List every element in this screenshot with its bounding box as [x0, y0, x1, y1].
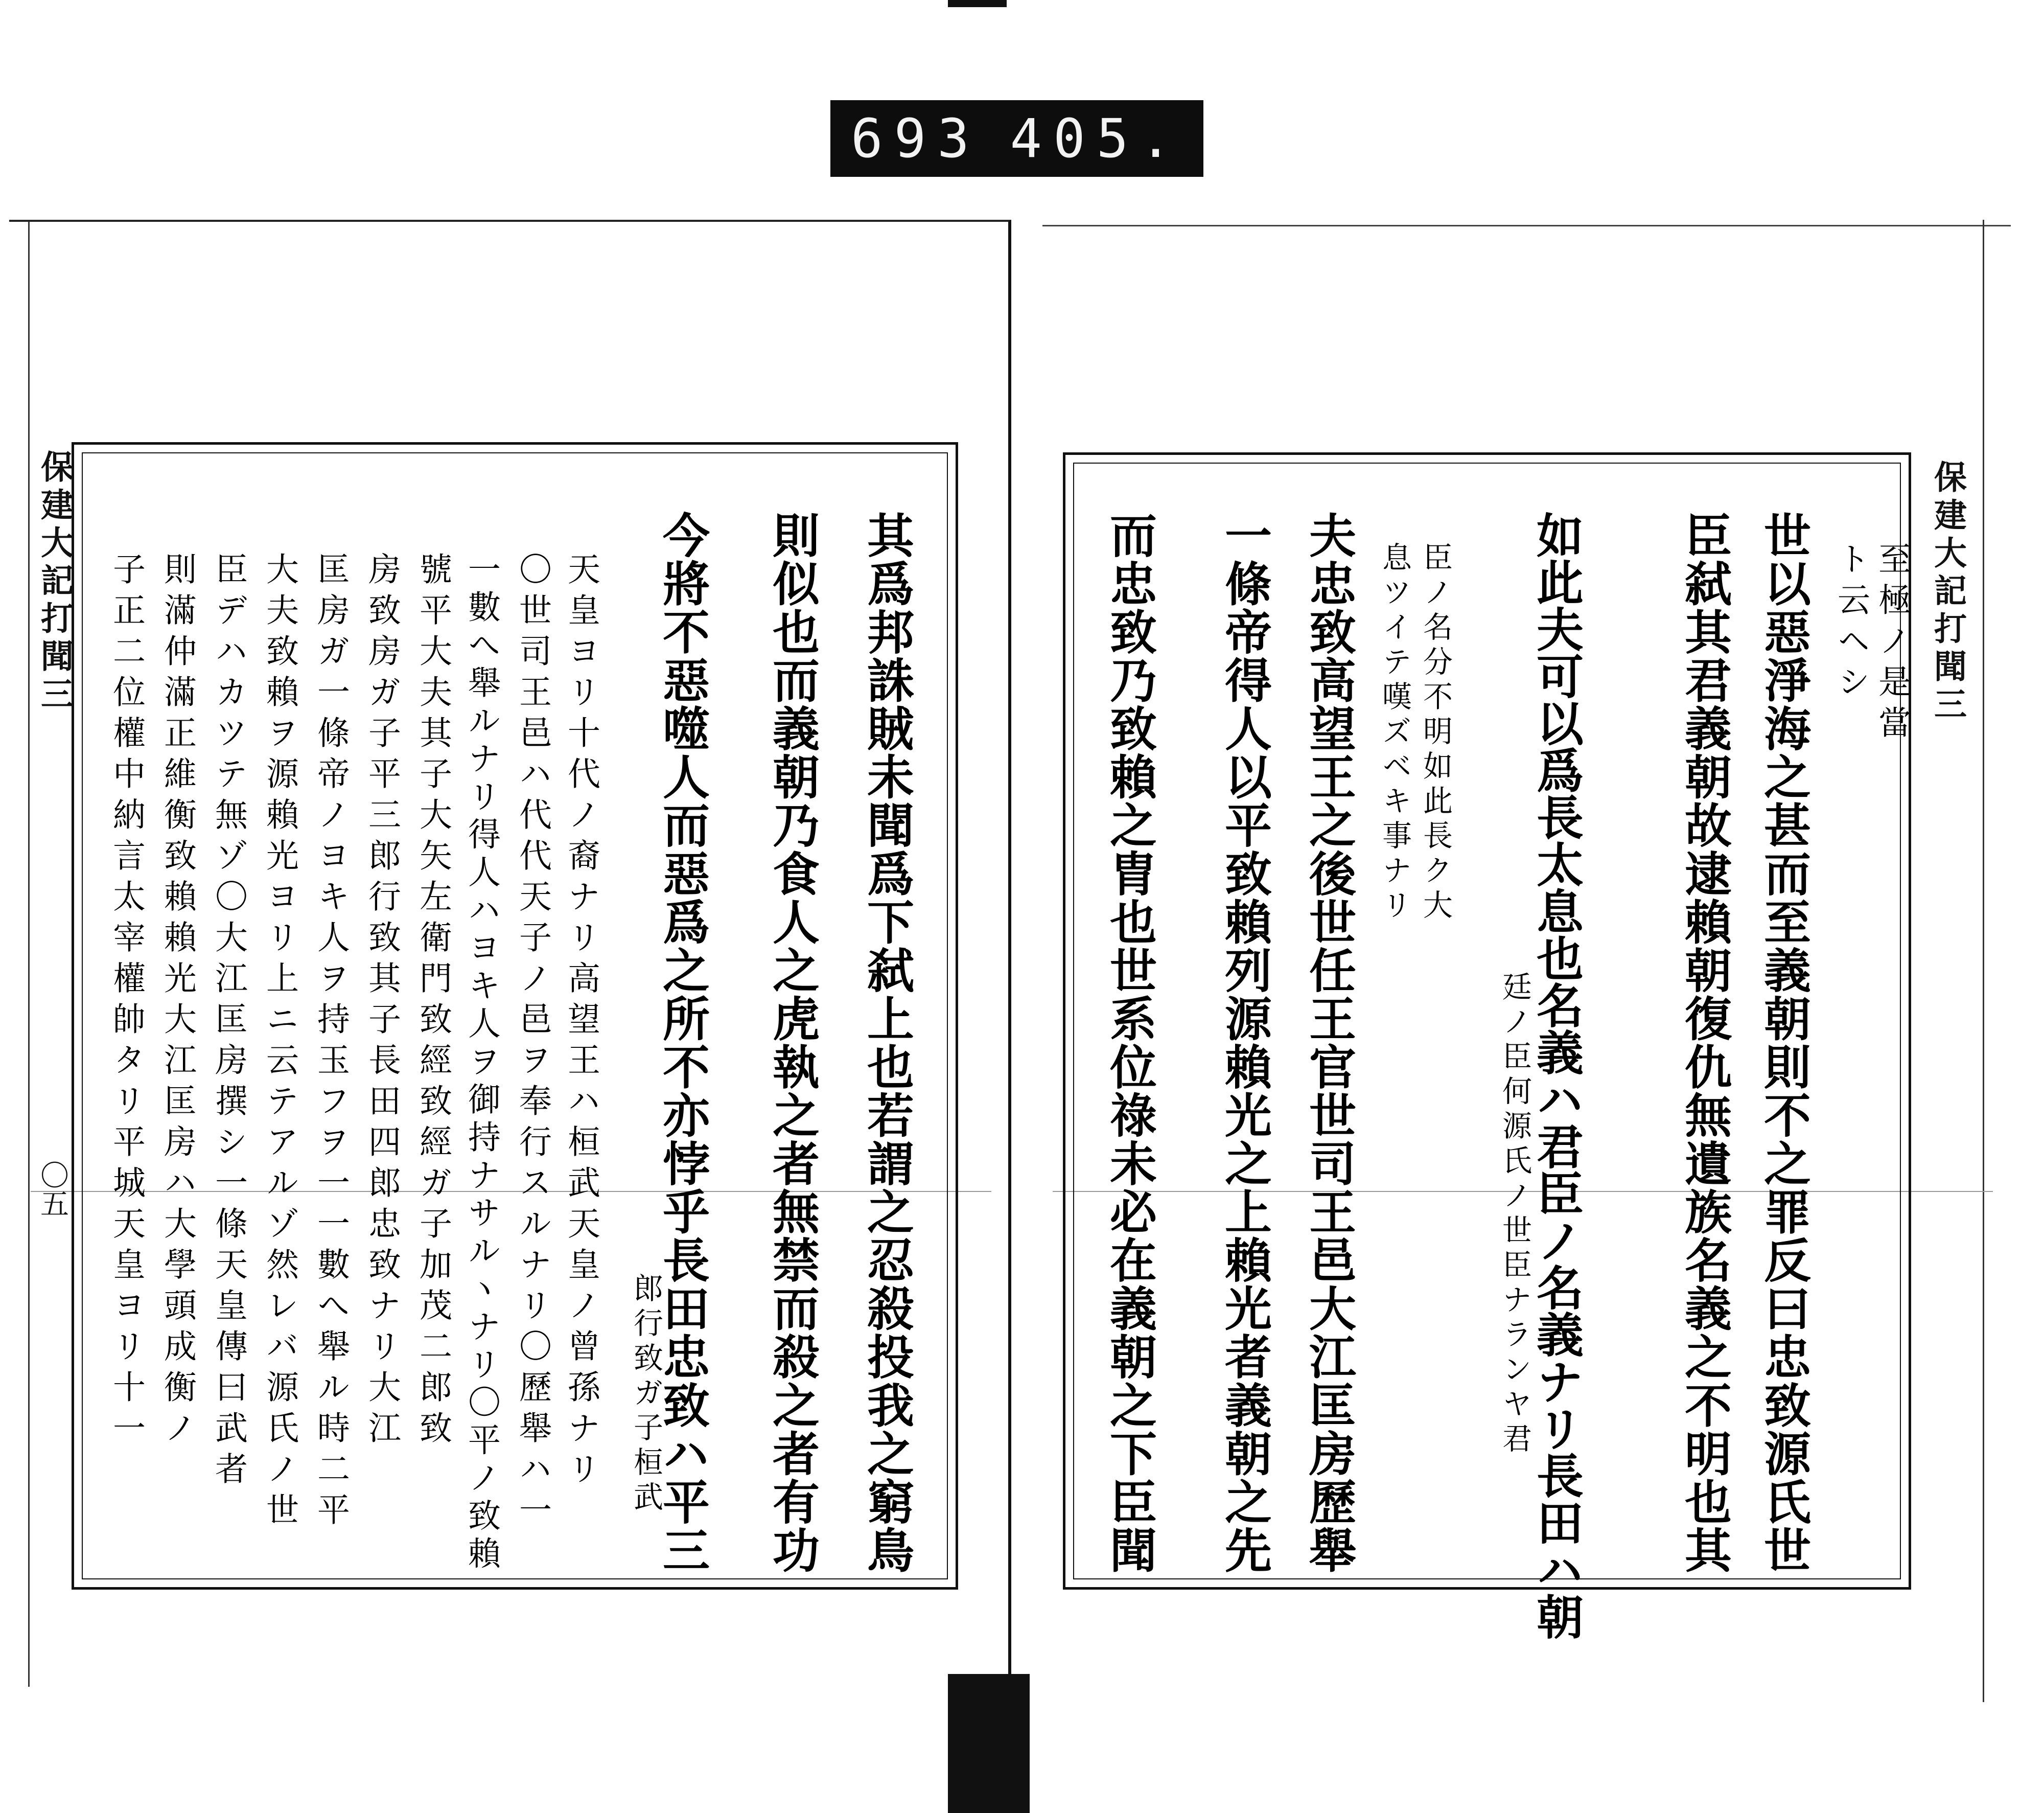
text-column: 一數へ舉ルナリ得人ハヨキ人ヲ御持ナサルヽナリ〇平ノ致賴	[462, 552, 500, 1574]
text-column: 臣弑其君義朝故逮賴朝復仇無遺族名義之不明也其	[1677, 511, 1732, 1574]
right-page-header: 保建大記打聞三	[1929, 460, 1967, 725]
text-column: 世以惡淨海之甚而至義朝則不之罪反曰忠致源氏世	[1756, 511, 1811, 1574]
binding-tab-mark	[948, 0, 1007, 7]
text-column: 息ツイテ嘆ズベキ事ナリ	[1377, 542, 1412, 924]
text-column: 今將不惡噬人而惡爲之所不亦悖乎長田忠致ハ平三	[655, 511, 710, 1574]
left-page-header: 保建大記打聞三	[35, 450, 74, 715]
text-column: 郎行致ガ子桓武	[629, 1273, 663, 1516]
text-column: 一條帝得人以平致賴列源賴光之上賴光者義朝之先	[1217, 511, 1272, 1574]
film-reel-number: 693	[851, 107, 981, 170]
text-column: 而忠致乃致賴之胄也世系位祿未必在義朝之下臣聞	[1102, 511, 1157, 1574]
right-page-thumb-edge	[1983, 220, 2044, 1702]
text-column: 〇世司王邑ハ代代天子ノ邑ヲ奉行スルナリ〇歷舉ハ一	[514, 552, 551, 1533]
text-column: 夫忠致高望王之後世任王官世司王邑大江匡房歷舉	[1302, 511, 1357, 1574]
text-column: 其爲邦誅賊未聞爲下弑上也若謂之忍殺投我之窮鳥	[860, 511, 915, 1574]
text-column: 臣デハカツテ無ゾ〇大江匡房撰シ一條天皇傳曰武者	[210, 552, 247, 1493]
text-column: 至極ノ是當	[1873, 542, 1911, 746]
text-column: 廷ノ臣何源氏ノ世臣ナランヤ君	[1497, 971, 1532, 1458]
text-column: 則似也而義朝乃食人之虎執之者無禁而殺之者有功	[765, 511, 820, 1574]
text-column: 號平大夫其子大矢左衛門致經致經ガ子加茂二郎致	[414, 552, 452, 1452]
text-column: 臣ノ名分不明如此長ク大	[1418, 542, 1453, 924]
text-column: 子正二位權中納言太宰權帥タリ平城天皇ヨリ十一	[107, 552, 145, 1452]
text-column: 則滿仲滿正維衡致賴賴光大江匡房ハ大學頭成衡ノ	[158, 552, 196, 1452]
text-column: 匡房ガ一條帝ノヨキ人ヲ持玉フヲ一一數へ舉ル時二平	[312, 552, 350, 1533]
text-column: 房致房ガ子平三郎行致其子長田四郎忠致ナリ大江	[363, 552, 401, 1452]
film-frame-number: 405.	[1010, 107, 1183, 170]
text-column: 天皇ヨリ十代ノ裔ナリ高望王ハ桓武天皇ノ曾孫ナリ	[562, 552, 600, 1493]
text-column: 大夫致賴ヲ源賴光ヨリ上ニ云テアルゾ然レバ源氏ノ世	[261, 552, 298, 1533]
text-column: 如此夫可以爲長太息也名義ハ君臣ノ名義ナリ長田ハ朝	[1529, 511, 1584, 1640]
binding-gutter-block	[948, 1674, 1030, 1813]
text-column: ト云ヘシ	[1832, 542, 1870, 705]
film-frame-label	[830, 100, 1203, 177]
left-page-folio: 〇五	[36, 1160, 69, 1218]
